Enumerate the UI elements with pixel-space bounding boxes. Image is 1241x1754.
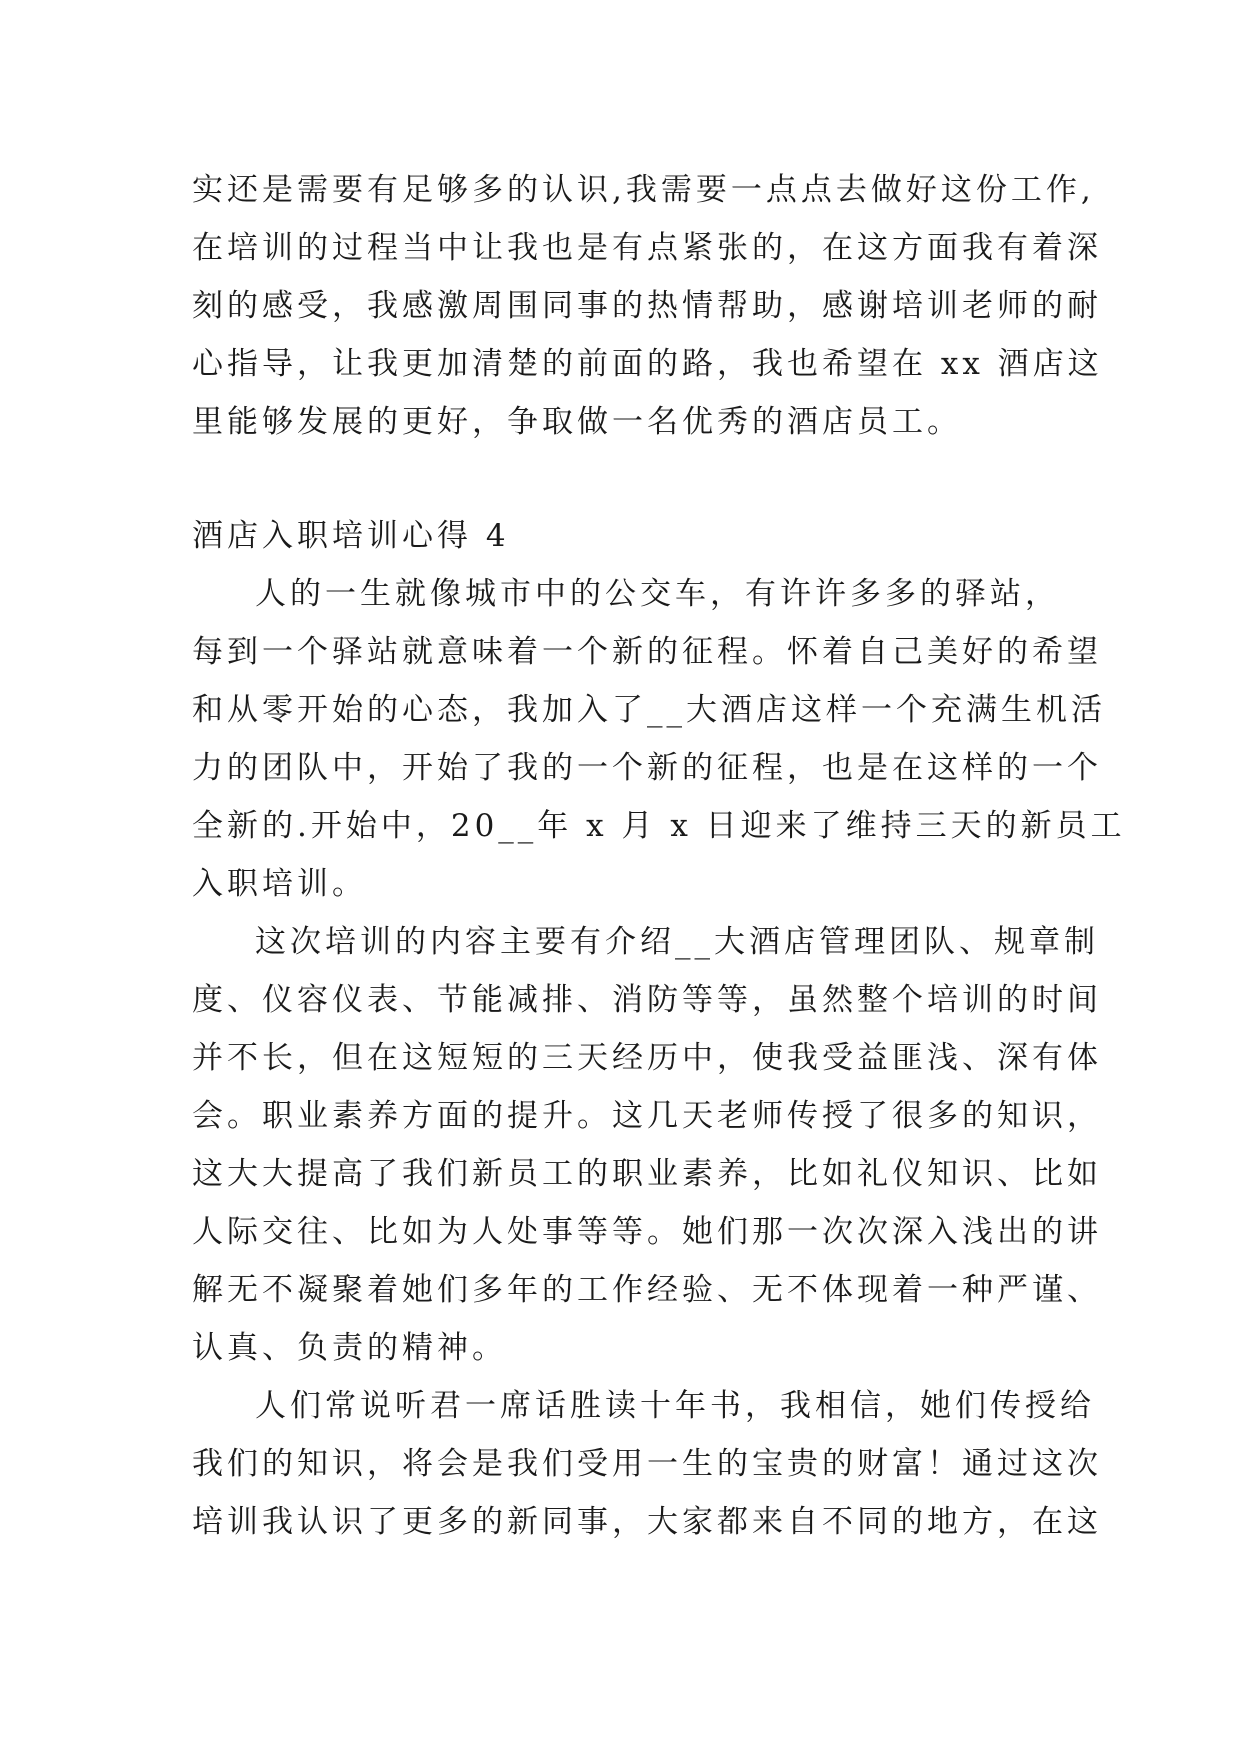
- text-line: 全新的.开始中，20__年 x 月 x 日迎来了维持三天的新员工: [192, 808, 1126, 844]
- text-line: 并不长，但在这短短的三天经历中，使我受益匪浅、深有体: [192, 1040, 1102, 1076]
- text-line: 在培训的过程当中让我也是有点紧张的，在这方面我有着深: [192, 230, 1102, 266]
- text-line: 刻的感受，我感激周围同事的热情帮助，感谢培训老师的耐: [192, 288, 1102, 324]
- text-line: 心指导，让我更加清楚的前面的路，我也希望在 xx 酒店这: [192, 346, 1103, 382]
- section-title: 酒店入职培训心得 4: [192, 518, 510, 554]
- text-line: 认真、负责的精神。: [192, 1330, 507, 1366]
- text-line: 培训我认识了更多的新同事，大家都来自不同的地方，在这: [192, 1504, 1102, 1540]
- text-line: 人的一生就像城市中的公交车，有许许多多的驿站，: [255, 576, 1060, 612]
- text-line: 度、仪容仪表、节能减排、消防等等，虽然整个培训的时间: [192, 982, 1102, 1018]
- text-line: 人们常说听君一席话胜读十年书，我相信，她们传授给: [255, 1388, 1095, 1424]
- text-line: 会。职业素养方面的提升。这几天老师传授了很多的知识，: [192, 1098, 1102, 1134]
- text-line: 这大大提高了我们新员工的职业素养，比如礼仪知识、比如: [192, 1156, 1102, 1192]
- text-line: 解无不凝聚着她们多年的工作经验、无不体现着一种严谨、: [192, 1272, 1102, 1308]
- text-line: 我们的知识，将会是我们受用一生的宝贵的财富！通过这次: [192, 1446, 1102, 1482]
- text-line: 入职培训。: [192, 866, 367, 902]
- text-line: 实还是需要有足够多的认识,我需要一点点去做好这份工作,: [192, 172, 1095, 208]
- text-line: 里能够发展的更好，争取做一名优秀的酒店员工。: [192, 404, 962, 440]
- text-line: 每到一个驿站就意味着一个新的征程。怀着自己美好的希望: [192, 634, 1102, 670]
- text-line: 这次培训的内容主要有介绍__大酒店管理团队、规章制: [255, 924, 1099, 960]
- text-line: 力的团队中，开始了我的一个新的征程，也是在这样的一个: [192, 750, 1102, 786]
- text-line: 人际交往、比如为人处事等等。她们那一次次深入浅出的讲: [192, 1214, 1102, 1250]
- text-line: 和从零开始的心态，我加入了__大酒店这样一个充满生机活: [192, 692, 1106, 728]
